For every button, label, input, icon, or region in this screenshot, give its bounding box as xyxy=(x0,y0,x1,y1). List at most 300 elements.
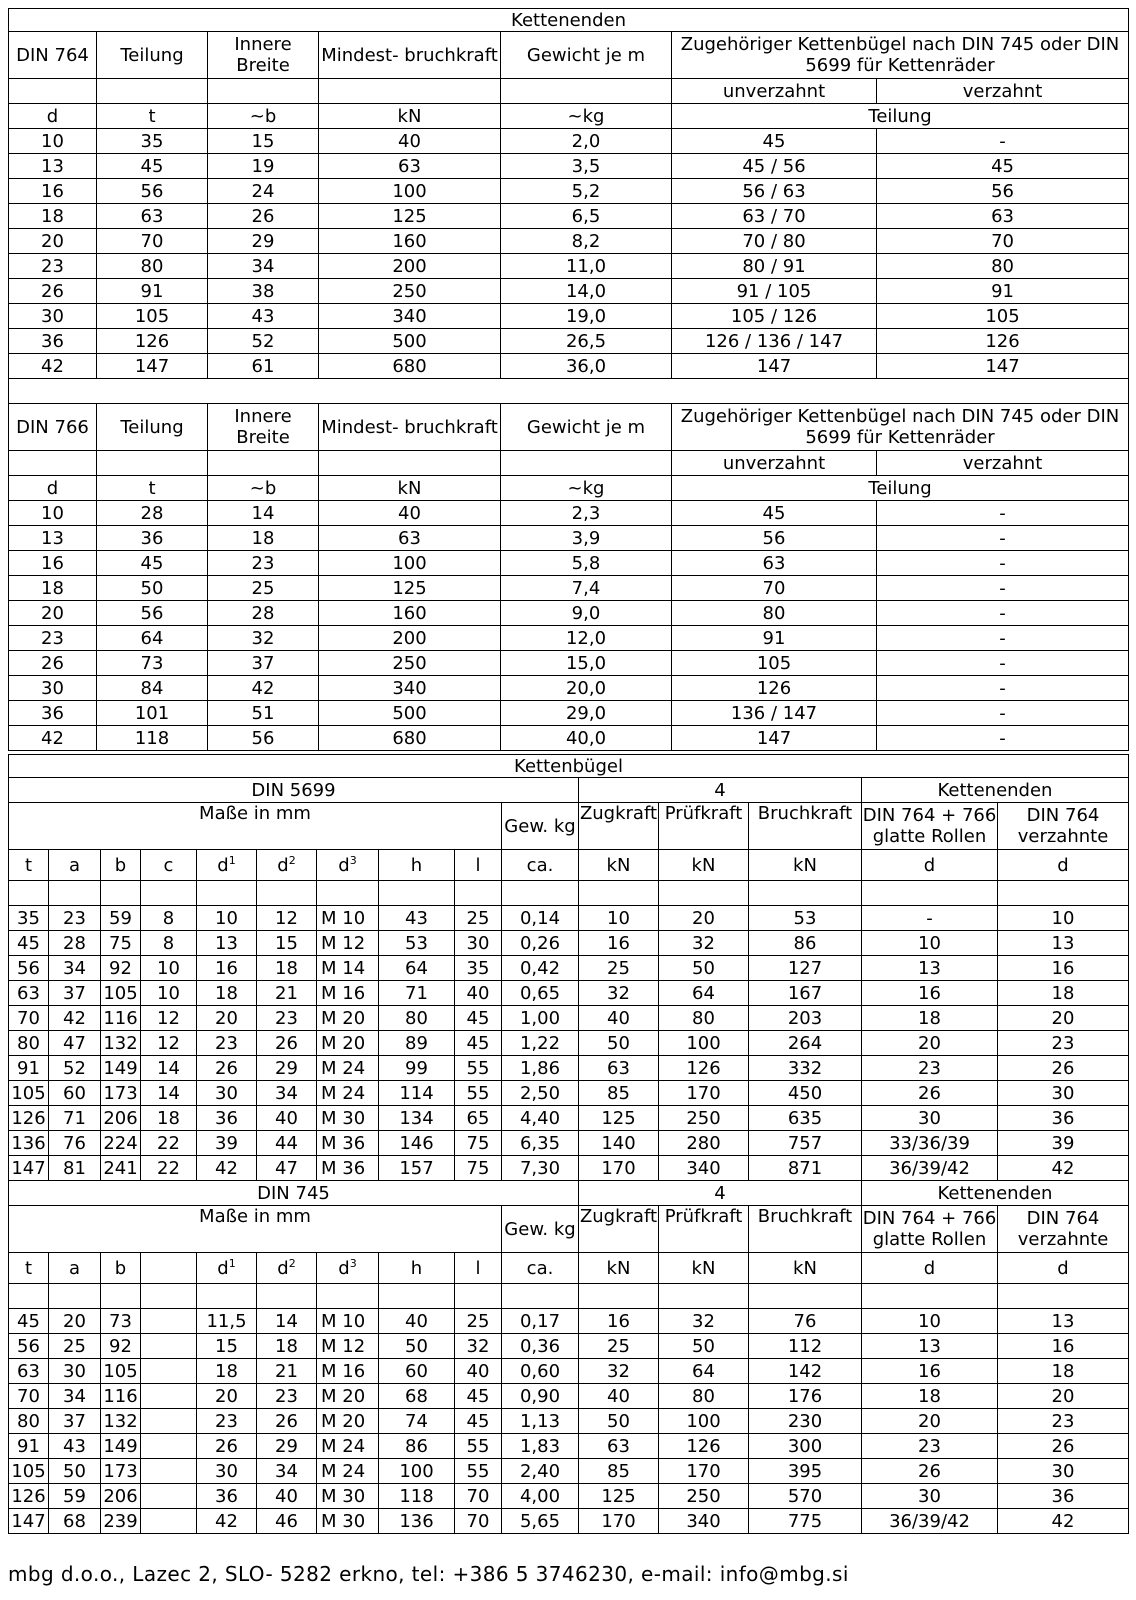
table-cell: 206 xyxy=(101,1106,141,1131)
unit-b: ~b xyxy=(208,104,319,129)
table-cell: 25 xyxy=(579,1334,659,1359)
table-cell: 40,0 xyxy=(501,726,672,751)
table-cell: 35 xyxy=(9,906,49,931)
table-cell: 75 xyxy=(455,1156,502,1181)
table-cell: 39 xyxy=(998,1131,1129,1156)
table-cell: 37 xyxy=(49,1409,101,1434)
table-cell: 63 xyxy=(97,204,208,229)
table-cell: 70 xyxy=(9,1006,49,1031)
table-cell: 50 xyxy=(97,576,208,601)
table-cell xyxy=(141,1359,197,1384)
table-cell: 44 xyxy=(257,1131,317,1156)
table-cell: 0,26 xyxy=(502,931,579,956)
table-cell: 635 xyxy=(749,1106,862,1131)
unverzahnt-header: unverzahnt xyxy=(672,451,877,476)
table-cell: M 16 xyxy=(317,1359,379,1384)
table-cell: 15 xyxy=(197,1334,257,1359)
table-cell: 40 xyxy=(579,1006,659,1031)
din764-766-header: DIN 764 + 766 glatte Rollen xyxy=(862,1206,998,1253)
zugehoeriger-kettenbuegel-header: Zugehöriger Kettenbügel nach DIN 745 oder DIN 5699 für Kettenräder xyxy=(672,404,1129,451)
table-row xyxy=(9,726,1129,751)
table-cell: 147 xyxy=(9,1156,49,1181)
table-cell: 85 xyxy=(579,1459,659,1484)
table-cell: M 30 xyxy=(317,1106,379,1131)
table-cell: 36 xyxy=(197,1484,257,1509)
table-cell: 7,30 xyxy=(502,1156,579,1181)
table-cell: 40 xyxy=(319,129,501,154)
table-cell: 6,5 xyxy=(501,204,672,229)
table-cell: 100 xyxy=(659,1031,749,1056)
table-cell: 126 xyxy=(877,329,1129,354)
table-cell: 92 xyxy=(101,1334,141,1359)
table-cell: 80 xyxy=(659,1384,749,1409)
col-kn: kN xyxy=(659,1253,749,1284)
table-cell: 91 xyxy=(672,626,877,651)
din764-verzahnte-header: DIN 764 verzahnte xyxy=(998,1206,1129,1253)
table-cell: 73 xyxy=(101,1309,141,1334)
gewicht-header: Gewicht je m xyxy=(501,404,672,451)
table-cell: - xyxy=(877,676,1129,701)
teilung-header: Teilung xyxy=(97,32,208,79)
table-cell: 70 xyxy=(877,229,1129,254)
table-cell: 26 xyxy=(197,1434,257,1459)
table-cell: 23 xyxy=(197,1409,257,1434)
table-cell: 55 xyxy=(455,1081,502,1106)
table-cell: 32 xyxy=(659,1309,749,1334)
table-cell: 59 xyxy=(49,1484,101,1509)
table-cell: 100 xyxy=(659,1409,749,1434)
col-kn: kN xyxy=(659,850,749,881)
table-cell: 18 xyxy=(862,1006,998,1031)
table-cell: 10 xyxy=(862,1309,998,1334)
table-cell: 0,36 xyxy=(502,1334,579,1359)
table-cell: 20 xyxy=(9,601,97,626)
table-cell: 70 xyxy=(672,576,877,601)
table-cell: 146 xyxy=(379,1131,455,1156)
innere-breite-header: Innere Breite xyxy=(208,404,319,451)
footer-contact: mbg d.o.o., Lazec 2, SLO- 5282 erkno, tel: +386 5 3746230, e-mail: info@mbg.si xyxy=(8,1562,849,1586)
col-d2: $d^2$ xyxy=(257,850,317,881)
table-cell: 40 xyxy=(379,1309,455,1334)
kettenbuegel-table xyxy=(8,754,1129,1534)
unit-d: d xyxy=(9,104,97,129)
table-cell: 38 xyxy=(208,279,319,304)
table-row xyxy=(9,1459,1129,1484)
table-cell: 16 xyxy=(998,1334,1129,1359)
table-row xyxy=(9,551,1129,576)
table-cell: 170 xyxy=(659,1459,749,1484)
table-cell: 206 xyxy=(101,1484,141,1509)
table-cell: 50 xyxy=(659,956,749,981)
table-cell: 1,83 xyxy=(502,1434,579,1459)
table-cell: 18 xyxy=(998,1359,1129,1384)
table-cell: 125 xyxy=(319,204,501,229)
table-row xyxy=(9,1409,1129,1434)
col-d: d xyxy=(862,1253,998,1284)
table-row xyxy=(9,1031,1129,1056)
table-cell: M 16 xyxy=(317,981,379,1006)
table-row xyxy=(9,1434,1129,1459)
din5699-label: DIN 5699 xyxy=(9,778,579,803)
table-cell: 36 xyxy=(998,1484,1129,1509)
table-cell: 63 xyxy=(877,204,1129,229)
table-cell: 10 xyxy=(9,129,97,154)
table-cell: 23 xyxy=(9,626,97,651)
table-cell: 170 xyxy=(579,1156,659,1181)
teilung-header: Teilung xyxy=(97,404,208,451)
table-cell: 34 xyxy=(257,1081,317,1106)
table-cell: 757 xyxy=(749,1131,862,1156)
table-cell: 173 xyxy=(101,1459,141,1484)
table-cell xyxy=(141,1384,197,1409)
table-cell: 42 xyxy=(998,1509,1129,1534)
table-cell: M 12 xyxy=(317,1334,379,1359)
din764-766-header: DIN 764 + 766 glatte Rollen xyxy=(862,803,998,850)
table-cell: 22 xyxy=(141,1156,197,1181)
table-cell: M 20 xyxy=(317,1006,379,1031)
table-row xyxy=(9,304,1129,329)
table-cell: 30 xyxy=(862,1106,998,1131)
table-cell: 23 xyxy=(197,1031,257,1056)
kettenbuegel-title: Kettenbügel xyxy=(9,755,1129,778)
table-cell: 13 xyxy=(9,526,97,551)
table-cell: 264 xyxy=(749,1031,862,1056)
gewicht-header: Gewicht je m xyxy=(501,32,672,79)
table-cell: 63 xyxy=(9,1359,49,1384)
table-cell: 45 xyxy=(97,154,208,179)
table-cell: 32 xyxy=(579,1359,659,1384)
table-cell: 70 / 80 xyxy=(672,229,877,254)
table-cell: 340 xyxy=(319,676,501,701)
table-cell: 30 xyxy=(998,1459,1129,1484)
table-cell: 500 xyxy=(319,329,501,354)
table-cell: 80 xyxy=(9,1031,49,1056)
table-cell: 34 xyxy=(257,1459,317,1484)
table-row xyxy=(9,229,1129,254)
table-cell: 45 xyxy=(877,154,1129,179)
table-cell: 26 xyxy=(9,651,97,676)
table-cell: 30 xyxy=(998,1081,1129,1106)
table-row xyxy=(9,129,1129,154)
table-cell: 63 xyxy=(579,1434,659,1459)
col-t: t xyxy=(9,850,49,881)
table-cell: M 14 xyxy=(317,956,379,981)
unit-kg: ~kg xyxy=(501,476,672,501)
unverzahnt-header: unverzahnt xyxy=(672,79,877,104)
table-row xyxy=(9,1384,1129,1409)
gew-header: Gew. kg xyxy=(502,1206,579,1253)
col-kn: kN xyxy=(579,1253,659,1284)
table-cell: 2,3 xyxy=(501,501,672,526)
table-row xyxy=(9,1509,1129,1534)
table-cell: 10 xyxy=(197,906,257,931)
din764-label: DIN 764 xyxy=(9,32,97,79)
table-row xyxy=(9,956,1129,981)
col-h: h xyxy=(379,850,455,881)
table-cell: 40 xyxy=(455,981,502,1006)
table-cell: 22 xyxy=(141,1131,197,1156)
table-cell: 126 xyxy=(672,676,877,701)
col-l: l xyxy=(455,850,502,881)
table-cell: 126 xyxy=(9,1106,49,1131)
table-row xyxy=(9,601,1129,626)
table-cell: 100 xyxy=(379,1459,455,1484)
table-cell: M 20 xyxy=(317,1409,379,1434)
table-cell: 570 xyxy=(749,1484,862,1509)
col-d3: $d^3$ xyxy=(317,850,379,881)
table-cell: 42 xyxy=(197,1509,257,1534)
table-row xyxy=(9,1484,1129,1509)
col-ca: ca. xyxy=(502,1253,579,1284)
table-cell: 147 xyxy=(877,354,1129,379)
table-cell: 20 xyxy=(9,229,97,254)
table-cell: 176 xyxy=(749,1384,862,1409)
table-row xyxy=(9,1156,1129,1181)
col-b: b xyxy=(101,850,141,881)
table-cell: 203 xyxy=(749,1006,862,1031)
table-cell: 74 xyxy=(379,1409,455,1434)
kettenenden-group: Kettenenden xyxy=(862,1181,1129,1206)
table-cell: 16 xyxy=(862,981,998,1006)
table-cell: 340 xyxy=(659,1156,749,1181)
table-cell: 84 xyxy=(97,676,208,701)
table-cell: 21 xyxy=(257,981,317,1006)
table-cell xyxy=(141,1459,197,1484)
table-cell: 10 xyxy=(9,501,97,526)
table-cell xyxy=(141,1334,197,1359)
table-cell xyxy=(141,1309,197,1334)
table-cell: 16 xyxy=(197,956,257,981)
col-d: d xyxy=(998,850,1129,881)
table-cell: 51 xyxy=(208,701,319,726)
table-cell: 45 xyxy=(455,1031,502,1056)
table-cell: 89 xyxy=(379,1031,455,1056)
table-cell: 40 xyxy=(455,1359,502,1384)
table-cell: 20 xyxy=(659,906,749,931)
table-cell: 45 xyxy=(672,129,877,154)
table-cell: 19,0 xyxy=(501,304,672,329)
table-row xyxy=(9,179,1129,204)
table-cell: - xyxy=(877,601,1129,626)
table-cell: 59 xyxy=(101,906,141,931)
table-cell: 33/36/39 xyxy=(862,1131,998,1156)
col-kn: kN xyxy=(749,850,862,881)
table-cell: 45 xyxy=(97,551,208,576)
table-cell: 15 xyxy=(208,129,319,154)
table-cell: 50 xyxy=(49,1459,101,1484)
table-cell: 125 xyxy=(319,576,501,601)
table-row xyxy=(9,526,1129,551)
table-cell: 40 xyxy=(257,1484,317,1509)
table-cell: 147 xyxy=(672,726,877,751)
unit-b: ~b xyxy=(208,476,319,501)
table-cell: 45 xyxy=(455,1409,502,1434)
table-row xyxy=(9,501,1129,526)
table-cell: 23 xyxy=(862,1056,998,1081)
table-cell: 20 xyxy=(197,1384,257,1409)
table-cell: 91 xyxy=(877,279,1129,304)
table-cell: 61 xyxy=(208,354,319,379)
table-cell: 23 xyxy=(862,1434,998,1459)
table-cell: 105 xyxy=(9,1081,49,1106)
table-cell: - xyxy=(877,651,1129,676)
table-cell: 55 xyxy=(455,1056,502,1081)
table-cell: 332 xyxy=(749,1056,862,1081)
table-cell: 4,40 xyxy=(502,1106,579,1131)
table-cell: 39 xyxy=(197,1131,257,1156)
table-cell: 30 xyxy=(862,1484,998,1509)
table-cell: 60 xyxy=(379,1359,455,1384)
table-cell: 500 xyxy=(319,701,501,726)
table-cell: - xyxy=(862,906,998,931)
table-cell: 680 xyxy=(319,726,501,751)
col-kn: kN xyxy=(749,1253,862,1284)
table-cell: 30 xyxy=(455,931,502,956)
bruchkraft-header: Bruchkraft xyxy=(749,1206,862,1253)
col-l: l xyxy=(455,1253,502,1284)
table-cell: 12 xyxy=(141,1031,197,1056)
table-cell: - xyxy=(877,576,1129,601)
gew-header: Gew. kg xyxy=(502,803,579,850)
table-cell: 16 xyxy=(9,179,97,204)
table-cell: 8,2 xyxy=(501,229,672,254)
table-cell: 15 xyxy=(257,931,317,956)
col-t: t xyxy=(9,1253,49,1284)
table-row xyxy=(9,204,1129,229)
table-cell: 23 xyxy=(208,551,319,576)
masse-header: Maße in mm xyxy=(9,1206,502,1253)
table-cell: 20 xyxy=(197,1006,257,1031)
table-cell: 80 / 91 xyxy=(672,254,877,279)
table-cell: 23 xyxy=(9,254,97,279)
table-cell: 35 xyxy=(97,129,208,154)
table-cell: 50 xyxy=(579,1409,659,1434)
col-b: b xyxy=(101,1253,141,1284)
table-cell: 26 xyxy=(862,1081,998,1106)
table-cell: 5,8 xyxy=(501,551,672,576)
table-cell: 116 xyxy=(101,1006,141,1031)
table-cell: 55 xyxy=(455,1459,502,1484)
table-cell: 70 xyxy=(97,229,208,254)
table-cell: M 30 xyxy=(317,1509,379,1534)
table-cell: 64 xyxy=(659,1359,749,1384)
table-cell: 80 xyxy=(672,601,877,626)
unit-kn: kN xyxy=(319,104,501,129)
table-cell: M 20 xyxy=(317,1031,379,1056)
table-cell: 142 xyxy=(749,1359,862,1384)
table-cell: 12,0 xyxy=(501,626,672,651)
table-cell: 40 xyxy=(257,1106,317,1131)
table-cell: 99 xyxy=(379,1056,455,1081)
table-cell: 12 xyxy=(141,1006,197,1031)
table-cell: 126 xyxy=(97,329,208,354)
table-cell: 25 xyxy=(579,956,659,981)
table-cell: 280 xyxy=(659,1131,749,1156)
pruefkraft-header: Prüfkraft xyxy=(659,1206,749,1253)
table-cell: 10 xyxy=(141,981,197,1006)
table-cell: M 36 xyxy=(317,1131,379,1156)
table-row xyxy=(9,576,1129,601)
table-cell: 32 xyxy=(579,981,659,1006)
teilung-subheader: Teilung xyxy=(672,476,1129,501)
table-cell: 112 xyxy=(749,1334,862,1359)
col-c: c xyxy=(141,850,197,881)
table-cell: - xyxy=(877,129,1129,154)
table-cell: 101 xyxy=(97,701,208,726)
table-cell: 56 xyxy=(9,956,49,981)
table-cell: 86 xyxy=(379,1434,455,1459)
table-cell: 45 xyxy=(455,1006,502,1031)
table-cell: 0,14 xyxy=(502,906,579,931)
unit-kn: kN xyxy=(319,476,501,501)
table-cell: 450 xyxy=(749,1081,862,1106)
table-cell: 36 xyxy=(97,526,208,551)
table-row xyxy=(9,1359,1129,1384)
table-cell: 25 xyxy=(208,576,319,601)
table-cell: 30 xyxy=(9,304,97,329)
table-cell: 26 xyxy=(998,1434,1129,1459)
col-d3: $d^3$ xyxy=(317,1253,379,1284)
table-cell: 80 xyxy=(659,1006,749,1031)
col-a: a xyxy=(49,1253,101,1284)
table-cell: 126 xyxy=(659,1056,749,1081)
table-cell: 60 xyxy=(49,1081,101,1106)
table-cell: 45 xyxy=(672,501,877,526)
table-cell: 18 xyxy=(862,1384,998,1409)
table-row xyxy=(9,1309,1129,1334)
verzahnt-header: verzahnt xyxy=(877,79,1129,104)
table-row xyxy=(9,1056,1129,1081)
table-cell: 300 xyxy=(749,1434,862,1459)
table-cell: 30 xyxy=(197,1459,257,1484)
col-d2: $d^2$ xyxy=(257,1253,317,1284)
table-cell: 42 xyxy=(208,676,319,701)
table-cell: 126 xyxy=(9,1484,49,1509)
table-cell: 16 xyxy=(579,1309,659,1334)
table-cell: 5,65 xyxy=(502,1509,579,1534)
table-cell: M 36 xyxy=(317,1156,379,1181)
table-cell: 2,40 xyxy=(502,1459,579,1484)
table-cell: 70 xyxy=(9,1384,49,1409)
table-cell: 20,0 xyxy=(501,676,672,701)
table-cell: 10 xyxy=(579,906,659,931)
table-cell: 68 xyxy=(49,1509,101,1534)
table-cell: 40 xyxy=(319,501,501,526)
table-cell: 200 xyxy=(319,254,501,279)
table-cell: - xyxy=(877,726,1129,751)
table-cell: 80 xyxy=(379,1006,455,1031)
table-row xyxy=(9,154,1129,179)
table-cell: 18 xyxy=(9,204,97,229)
table-row xyxy=(9,329,1129,354)
din745-rows xyxy=(9,1309,1129,1534)
table-cell: 20 xyxy=(862,1409,998,1434)
table-cell: M 30 xyxy=(317,1484,379,1509)
table-cell: 126 xyxy=(659,1434,749,1459)
table-row xyxy=(9,701,1129,726)
table-cell: 56 xyxy=(208,726,319,751)
table-cell: 53 xyxy=(749,906,862,931)
table-cell: 167 xyxy=(749,981,862,1006)
table-cell: 224 xyxy=(101,1131,141,1156)
table-cell: 23 xyxy=(998,1409,1129,1434)
table-cell: 116 xyxy=(101,1384,141,1409)
table-cell: 5,2 xyxy=(501,179,672,204)
table-cell: 36,0 xyxy=(501,354,672,379)
table-cell: 36/39/42 xyxy=(862,1156,998,1181)
pruefkraft-header: Prüfkraft xyxy=(659,803,749,850)
table-cell: 42 xyxy=(998,1156,1129,1181)
